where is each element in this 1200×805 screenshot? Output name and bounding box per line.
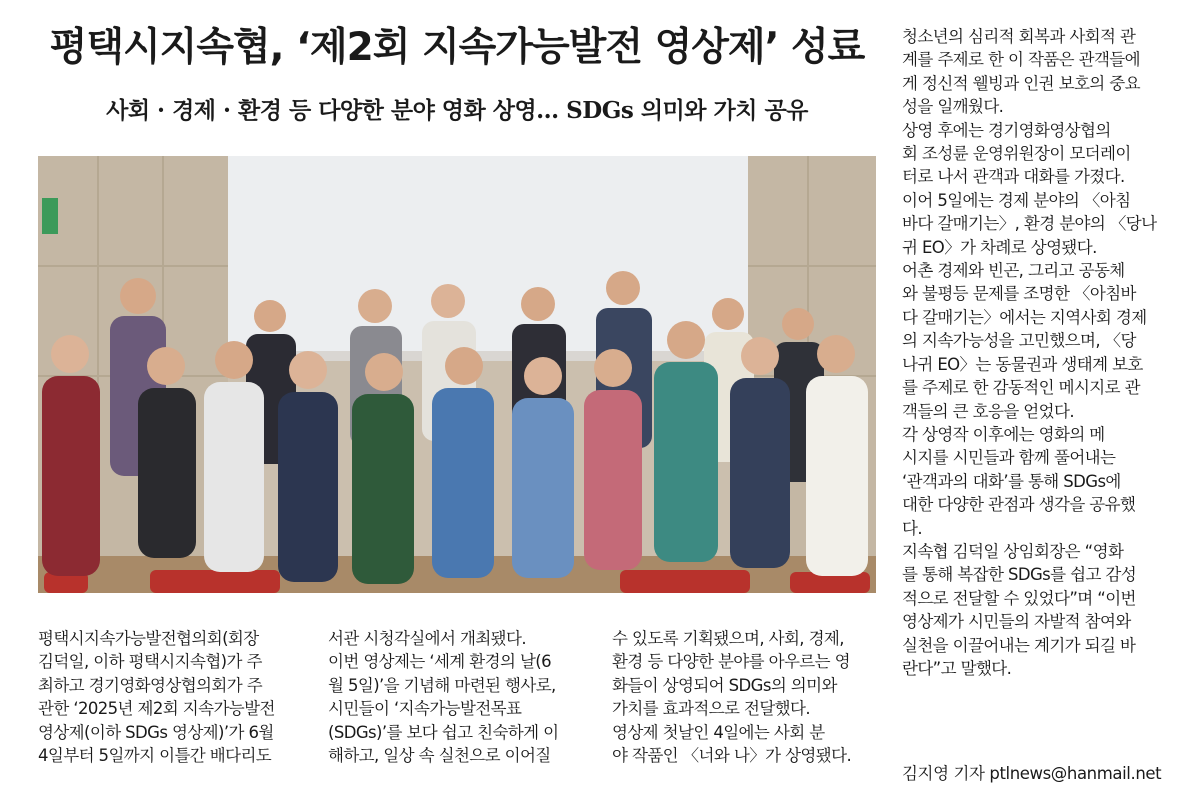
text-line: 바다 갈매기는〉, 환경 분야의 〈당나 [902, 214, 1157, 234]
text-line: 객들의 큰 호응을 얻었다. [902, 401, 1074, 421]
text-line: 수 있도록 기획됐으며, 사회, 경제, [612, 629, 844, 648]
text-line: 회 조성륜 운영위원장이 모더레이 [902, 144, 1131, 164]
text-line: ‘관객과의 대화’를 통해 SDGs에 [902, 471, 1121, 491]
article-column-1 [38, 627, 308, 767]
group-photo-icon [38, 156, 876, 593]
text-line: 해하고, 일상 속 실천으로 이어질 [328, 746, 551, 766]
text-line: 대한 다양한 관점과 생각을 공유했 [902, 495, 1136, 515]
text-line: 의 지속가능성을 고민했으며, 〈당 [902, 331, 1136, 351]
text-line: 나귀 EO〉는 동물권과 생태계 보호 [902, 354, 1143, 374]
article-column-3 [612, 627, 876, 767]
text-line: 성을 일깨웠다. [902, 97, 1004, 117]
byline: 김지영 기자 ptlnews@hanmail.net [902, 764, 1162, 783]
text-line: 영상제 첫날인 4일에는 사회 분 [612, 722, 825, 742]
text-line: 이번 영상제는 ‘세계 환경의 날(6 [328, 652, 552, 672]
text-line: 시지를 시민들과 함께 풀어내는 [902, 448, 1116, 468]
article-column-2 [328, 627, 598, 767]
text-line: 를 통해 복잡한 SDGs를 쉽고 감성 [902, 565, 1137, 585]
text-line: 영상제(이하 SDGs 영상제)’가 6월 [38, 722, 274, 742]
text-line: 야 작품인 〈너와 나〉가 상영됐다. [612, 746, 852, 766]
text-line: 4일부터 5일까지 이틀간 배다리도 [38, 746, 272, 766]
subheadline: 사회 · 경제 · 환경 등 다양한 분야 영화 상영… SDGs 의미와 가치 공유 [106, 97, 808, 124]
text-line: 관한 ‘2025년 제2회 지속가능발전 [38, 699, 275, 719]
text-line: 환경 등 다양한 분야를 아우르는 영 [612, 652, 850, 672]
text-line: 월 5일)’을 기념해 마련된 행사로, [328, 675, 556, 695]
text-line: 최하고 경기영화영상협의회가 주 [38, 675, 263, 695]
text-line: 귀 EO〉가 차례로 상영됐다. [902, 237, 1097, 257]
text-line: 계를 주제로 한 이 작품은 관객들에 [902, 50, 1140, 70]
text-line: 를 주제로 한 감동적인 메시지로 관 [902, 378, 1140, 398]
text-line: 서관 시청각실에서 개최됐다. [328, 629, 527, 648]
text-line: 와 불평등 문제를 조명한 〈아침바 [902, 284, 1136, 304]
headline: 평택시지속협, ‘제2회 지속가능발전 영상제’ 성료 [49, 25, 865, 70]
text-line: 이어 5일에는 경제 분야의 〈아침 [902, 190, 1131, 210]
text-line: 가치를 효과적으로 전달했다. [612, 699, 811, 719]
text-line: 평택시지속가능발전협의회(회장 [38, 629, 259, 648]
text-line: 다 갈매기는〉에서는 지역사회 경제 [902, 307, 1147, 327]
text-line: 지속협 김덕일 상임회장은 “영화 [902, 541, 1124, 561]
text-line: 영상제가 시민들의 자발적 참여와 [902, 612, 1131, 632]
group-photo [38, 156, 876, 593]
article-column-4 [902, 25, 1168, 680]
text-line: 시민들이 ‘지속가능발전목표 [328, 699, 522, 719]
text-line: 청소년의 심리적 회복과 사회적 관 [902, 27, 1136, 46]
text-line: 김덕일, 이하 평택시지속협)가 주 [38, 652, 262, 672]
text-line: (SDGs)’를 보다 쉽고 친숙하게 이 [328, 722, 559, 742]
text-line: 란다”고 말했다. [902, 658, 1012, 678]
text-line: 실천을 이끌어내는 계기가 되길 바 [902, 635, 1136, 655]
text-line: 각 상영작 이후에는 영화의 메 [902, 424, 1105, 444]
text-line: 터로 나서 관객과 대화를 가졌다. [902, 167, 1125, 187]
text-line: 상영 후에는 경기영화영상협의 [902, 120, 1111, 140]
text-line: 게 정신적 웰빙과 인권 보호의 중요 [902, 73, 1140, 93]
text-line: 어촌 경제와 빈곤, 그리고 공동체 [902, 261, 1125, 281]
text-line: 다. [902, 518, 922, 538]
text-line: 적으로 전달할 수 있었다”며 “이번 [902, 588, 1136, 608]
text-line: 화들이 상영되어 SDGs의 의미와 [612, 675, 837, 695]
